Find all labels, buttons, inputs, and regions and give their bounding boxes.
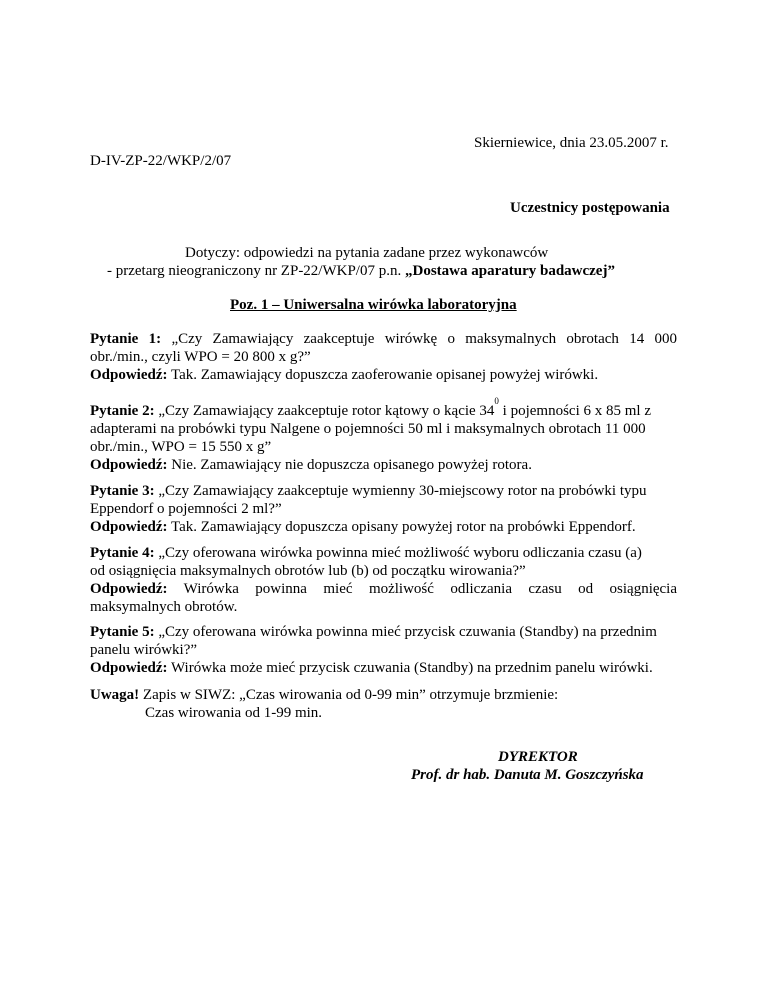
place-date: Skierniewice, dnia 23.05.2007 r. <box>474 135 669 151</box>
question-3-line-1: Pytanie 3: „Czy Zamawiający zaakceptuje wymienny 30-miejscowy rotor na probówki typu <box>90 483 647 499</box>
note-line-1: Uwaga! Zapis w SIWZ: „Czas wirowania od 0-99 min” otrzymuje brzmienie: <box>90 687 559 703</box>
answer-5: Odpowiedź: Wirówka może mieć przycisk czuwania (Standby) na przednim panelu wirówki. <box>90 660 653 676</box>
question-2-line-1: Pytanie 2: „Czy Zamawiający zaakceptuje rotor kątowy o kącie $34^0$ i pojemności 6 x 85 ml z <box>90 396 651 419</box>
answer-4-line-2: maksymalnych obrotów. <box>90 599 238 615</box>
tender-title: „Dostawa aparatury badawczej” <box>404 263 615 279</box>
subject-line-2: - przetarg nieograniczony nr ZP-22/WKP/07 p.n. „Dostawa aparatury badawczej” <box>107 263 615 279</box>
answer-2: Odpowiedź: Nie. Zamawiający nie dopuszcza opisanego powyżej rotora. <box>90 457 532 473</box>
question-3-line-2: Eppendorf o pojemności 2 ml?” <box>90 501 282 517</box>
answer-4-line-1: Odpowiedź: Wirówka powinna mieć możliwość odliczania czasu od osiągnięcia <box>90 581 678 597</box>
question-2-line-2: adapterami na probówki typu Nalgene o pojemności 50 ml i maksymalnych obrotach 11 000 <box>90 421 646 437</box>
question-4-line-2: od osiągnięcia maksymalnych obrotów lub (b) od początku wirowania?” <box>90 563 526 579</box>
section-title: Poz. 1 – Uniwersalna wirówka laboratoryjna <box>230 297 517 313</box>
signature-name: Prof. dr hab. Danuta M. Goszczyńska <box>411 767 644 783</box>
answer-3: Odpowiedź: Tak. Zamawiający dopuszcza opisany powyżej rotor na probówki Eppendorf. <box>90 519 636 535</box>
recipients: Uczestnicy postępowania <box>510 200 670 216</box>
question-5-line-1: Pytanie 5: „Czy oferowana wirówka powinna mieć przycisk czuwania (Standby) na przednim <box>90 624 657 640</box>
question-1-line-1: Pytanie 1: „Czy Zamawiający zaakceptuje wirówkę o maksymalnych obrotach 14 000 <box>90 331 678 347</box>
reference-number: D-IV-ZP-22/WKP/2/07 <box>90 153 232 169</box>
signature-title: DYREKTOR <box>498 749 578 765</box>
question-2-line-3: obr./min., WPO = 15 550 x g” <box>90 439 272 455</box>
subject-line-1: Dotyczy: odpowiedzi na pytania zadane przez wykonawców <box>185 245 549 261</box>
question-1-line-2: obr./min., czyli WPO = 20 800 x g?” <box>90 349 311 365</box>
answer-1: Odpowiedź: Tak. Zamawiający dopuszcza zaoferowanie opisanej powyżej wirówki. <box>90 367 599 383</box>
question-4-line-1: Pytanie 4: „Czy oferowana wirówka powinna mieć możliwość wyboru odliczania czasu (a) <box>90 545 642 561</box>
note-line-2: Czas wirowania od 1-99 min. <box>145 705 323 721</box>
question-5-line-2: panelu wirówki?” <box>90 642 198 658</box>
